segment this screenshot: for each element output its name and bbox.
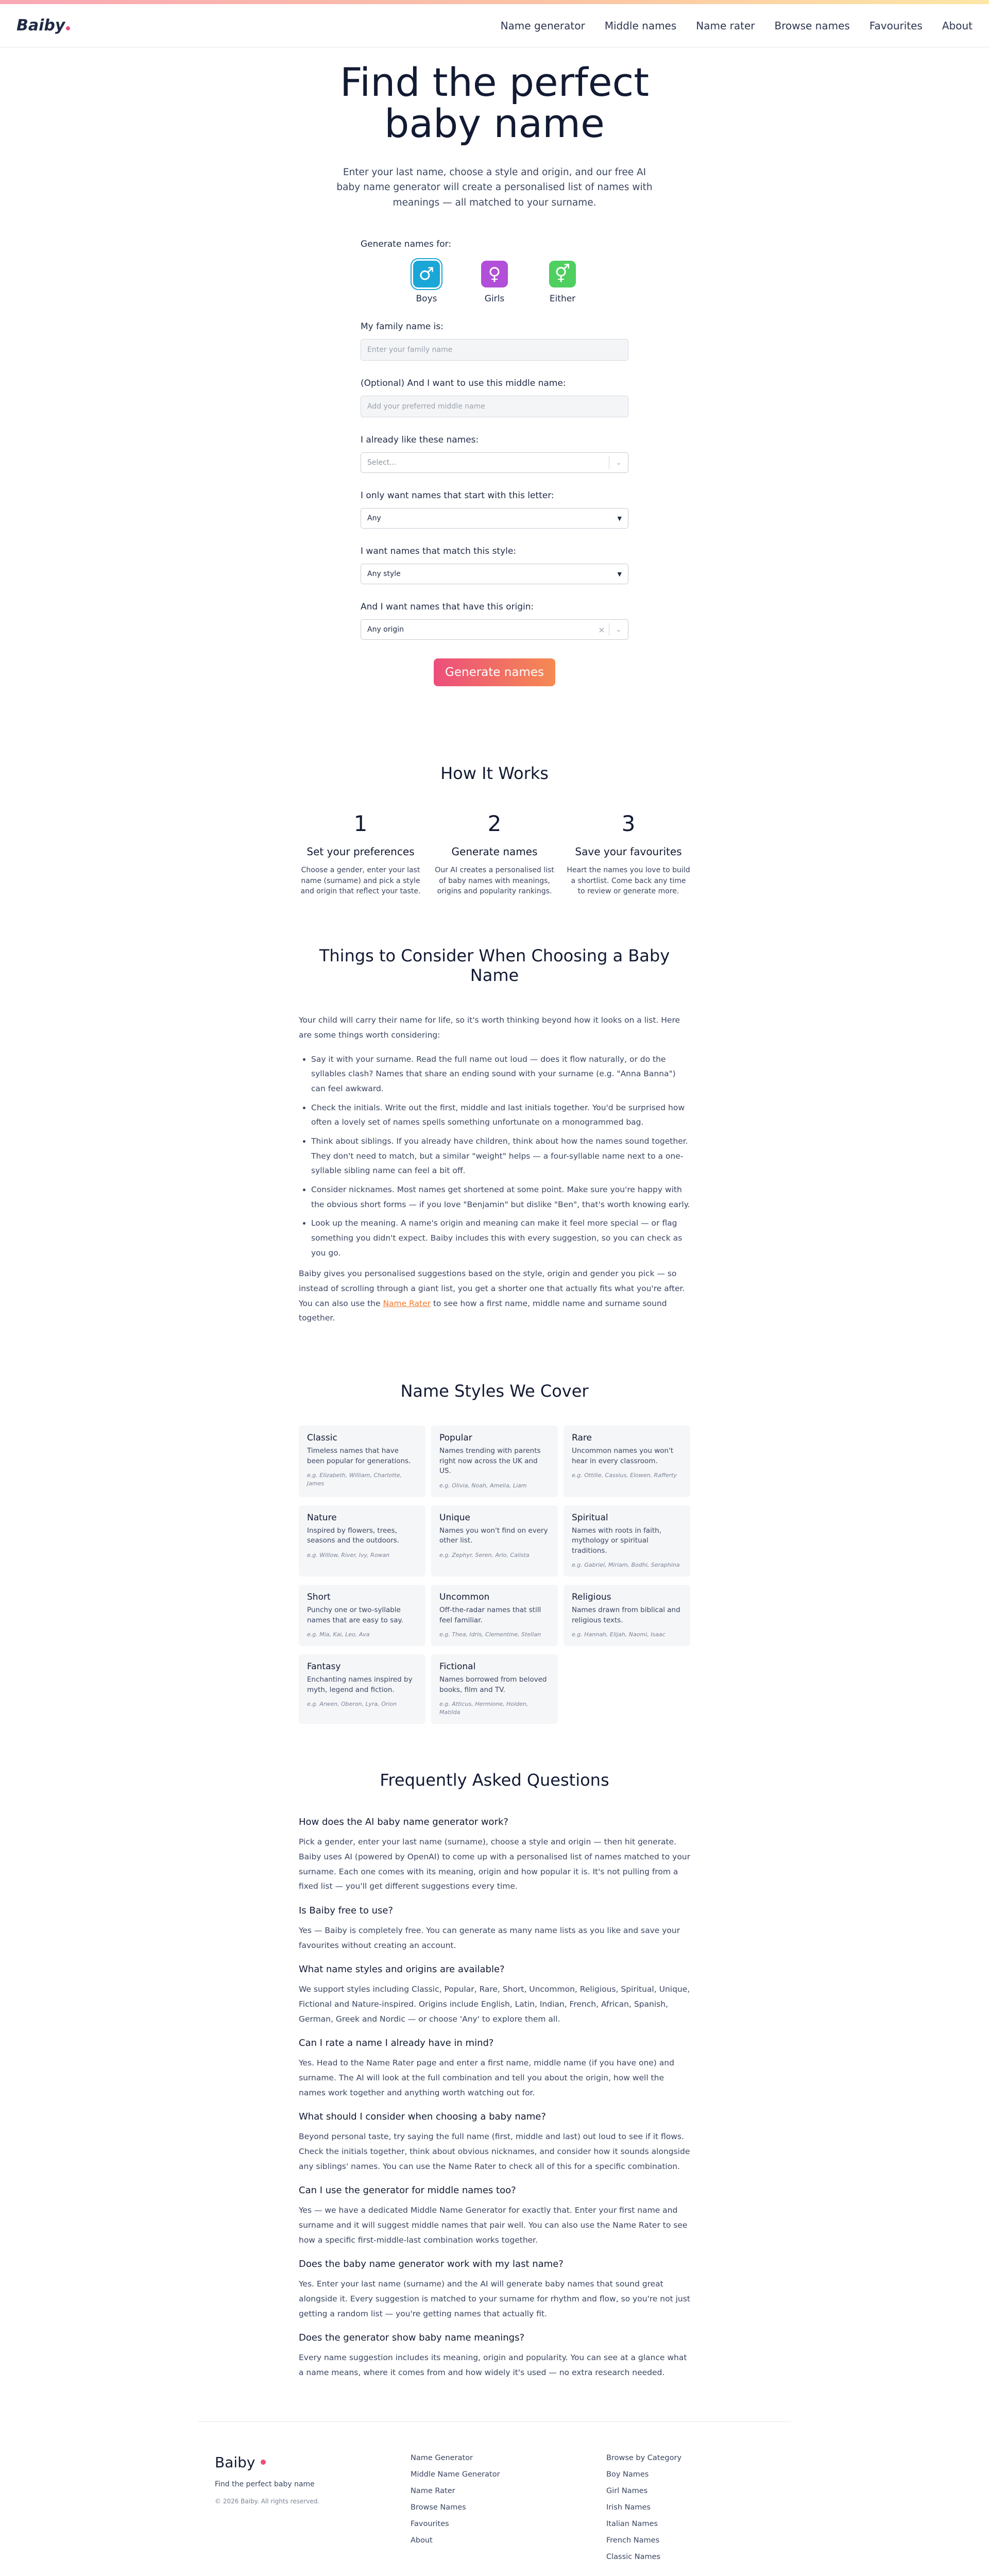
nav-link-name-rater[interactable]: Name rater — [696, 19, 755, 32]
name-styles-section — [299, 1381, 690, 1724]
style-card-title: Fantasy — [307, 1662, 341, 1672]
faq-answer: Pick a gender, enter your last name (surname), choose a style and origin — then hit generate. Baiby uses AI (powered by OpenAI) to come up with a personalised list of names matched to your surname. Each one comes with its meaning, origin and how popular it is. It's not pulling from a fixed list — you'll get different suggestions every time. — [299, 1837, 690, 1891]
faq-item — [299, 1964, 690, 2026]
consider-title: Things to Consider When Choosing a Baby Name — [319, 946, 670, 986]
faq-item — [299, 1905, 690, 1953]
site-footer — [198, 2422, 791, 2576]
chevron-down-icon: ▼ — [617, 570, 622, 578]
nav-link-favourites[interactable]: Favourites — [869, 19, 923, 32]
style-card-title: Uncommon — [439, 1592, 490, 1603]
step-number: 2 — [487, 811, 502, 837]
footer-link-classic-names[interactable]: Classic Names — [606, 2552, 661, 2561]
consider-list — [311, 1052, 690, 1261]
footer-copyright: © 2026 Baiby. All rights reserved. — [215, 2497, 320, 2505]
page-title: Find the perfect baby name — [339, 59, 650, 146]
how-it-works-section — [299, 764, 690, 896]
step-1 — [299, 811, 422, 896]
style-card-description: Enchanting names inspired by myth, legend and fiction. — [307, 1675, 413, 1694]
consider-outro — [299, 1266, 690, 1326]
liked-names-label: I already like these names: — [361, 435, 479, 446]
footer-links-main — [411, 2454, 606, 2569]
faq-question: Does the generator show baby name meanings? — [299, 2332, 524, 2344]
faq-section — [299, 1770, 690, 2380]
footer-link-girl-names[interactable]: Girl Names — [606, 2486, 648, 2495]
style-card-description: Names borrowed from beloved books, film and TV. — [439, 1675, 547, 1694]
style-card-religious[interactable] — [564, 1585, 690, 1646]
middle-name-label: (Optional) And I want to use this middle name: — [361, 378, 566, 389]
step-title: Set your preferences — [306, 845, 415, 858]
liked-names-select[interactable] — [361, 452, 628, 473]
logo-text: Baiby — [16, 16, 65, 35]
faq-answer: Yes — we have a dedicated Middle Name Generator for exactly that. Enter your first name and surname and it will suggest middle names that pair well. You can also use the Name Rater to see how a specific first-middle-last combination works together. — [299, 2206, 688, 2245]
style-card-title: Short — [307, 1592, 331, 1603]
either-gender-icon: ⚥ — [549, 261, 576, 287]
name-styles-title: Name Styles We Cover — [400, 1381, 589, 1401]
name-rater-link[interactable]: Name Rater — [383, 1298, 431, 1308]
nav-link-browse-names[interactable]: Browse names — [774, 19, 850, 32]
site-header — [0, 4, 989, 47]
family-name-label: My family name is: — [361, 321, 444, 332]
faq-item — [299, 2038, 690, 2100]
gender-label: Generate names for: — [361, 239, 452, 250]
style-card-unique[interactable] — [431, 1505, 558, 1577]
style-card-nature[interactable] — [299, 1505, 425, 1577]
list-item: • Think about siblings. If you already have children, think about how the names sound together. They don't need to match, but a similar "weight" helps — a four-syllable name next to a one-syllable sibling name can feel a bit off. — [311, 1134, 690, 1178]
style-card-description: Uncommon names you won't hear in every classroom. — [572, 1447, 674, 1465]
chevron-down-icon[interactable]: ⌄ — [616, 459, 622, 467]
family-name-input[interactable] — [361, 339, 628, 361]
style-label: I want names that match this style: — [361, 546, 517, 557]
faq-item — [299, 2185, 690, 2247]
faq-item — [299, 2332, 690, 2380]
top-gradient-bar — [0, 0, 989, 4]
hero-section — [299, 47, 690, 210]
style-card-examples: e.g. Atticus, Hermione, Holden, Matilda — [439, 1701, 528, 1716]
gender-label-boys: Boys — [416, 294, 437, 304]
list-item: • Check the initials. Write out the first, middle and last initials together. You'd be surprised how often a lovely set of names spells something unfortunate on a monogrammed bag. — [311, 1100, 690, 1130]
liked-names-group — [361, 435, 628, 473]
faq-question: How does the AI baby name generator work? — [299, 1817, 508, 1828]
gender-selector — [361, 261, 628, 304]
style-card-classic[interactable] — [299, 1426, 425, 1497]
style-card-examples: e.g. Arwen, Oberon, Lyra, Orion — [307, 1701, 397, 1708]
gender-label-girls: Girls — [484, 294, 505, 304]
faq-item — [299, 2259, 690, 2321]
origin-label: And I want names that have this origin: — [361, 602, 534, 613]
footer-link-browse-by-category[interactable]: Browse by Category — [606, 2453, 682, 2462]
style-card-examples: e.g. Hannah, Elijah, Naomi, Isaac — [572, 1631, 666, 1638]
steps-row — [299, 811, 690, 896]
style-card-description: Punchy one or two-syllable names that are easy to say. — [307, 1606, 403, 1624]
footer-logo[interactable] — [215, 2454, 411, 2471]
gender-option-boys[interactable] — [413, 261, 440, 304]
clear-icon[interactable]: × — [598, 624, 605, 635]
style-card-description: Names with roots in faith, mythology or spiritual traditions. — [572, 1526, 661, 1555]
step-description: Choose a gender, enter your last name (surname) and pick a style and origin that reflect your taste. — [300, 866, 421, 895]
step-title: Save your favourites — [575, 845, 682, 858]
style-card-title: Spiritual — [572, 1512, 608, 1523]
list-item: • Consider nicknames. Most names get shortened at some point. Make sure you're happy with the obvious short forms — if you love "Benjamin" but dislike "Ben", that's worth knowing early. — [311, 1182, 690, 1212]
step-number: 3 — [621, 811, 636, 837]
generate-names-button[interactable]: Generate names — [434, 658, 555, 686]
footer-brand — [215, 2454, 411, 2569]
outro-text: Baiby gives you personalised suggestions based on the style, origin and gender you pick — so instead of scrolling through a giant list, you get a shorter one that actually fits what you're after. You can also use the — [299, 1269, 685, 1308]
faq-question: Is Baiby free to use? — [299, 1905, 394, 1917]
style-card-examples: e.g. Gabriel, Miriam, Bodhi, Seraphina — [572, 1562, 680, 1569]
style-card-examples: e.g. Willow, River, Ivy, Rowan — [307, 1551, 390, 1558]
faq-answer: Yes — Baiby is completely free. You can generate as many name lists as you like and save your favourites without creating an account. — [299, 1926, 680, 1950]
chevron-down-icon[interactable]: ⌄ — [616, 625, 622, 634]
step-2 — [433, 811, 556, 896]
female-icon: ♀ — [481, 261, 508, 287]
style-card-description: Names drawn from biblical and religious texts. — [572, 1606, 680, 1624]
style-card-title: Fictional — [439, 1662, 476, 1672]
nav-link-about[interactable]: About — [942, 19, 973, 32]
style-card-description: Timeless names that have been popular for generations. — [307, 1447, 411, 1465]
style-card-popular[interactable] — [431, 1426, 558, 1497]
things-to-consider-section — [299, 946, 690, 1326]
style-select-value: Any style — [367, 570, 401, 579]
generator-form — [361, 239, 628, 686]
logo-dot — [66, 26, 70, 30]
gender-label-either: Either — [549, 294, 576, 304]
faq-question: Does the baby name generator work with my last name? — [299, 2259, 564, 2270]
style-card-short[interactable] — [299, 1585, 425, 1646]
step-description: Heart the names you love to build a shortlist. Come back any time to review or generate more. — [567, 866, 690, 895]
gender-option-girls[interactable] — [481, 261, 508, 304]
style-card-title: Religious — [572, 1592, 611, 1603]
faq-title: Frequently Asked Questions — [380, 1770, 609, 1790]
step-title: Generate names — [451, 845, 538, 858]
style-card-description: Inspired by flowers, trees, seasons and the outdoors. — [307, 1526, 399, 1545]
footer-link-italian-names[interactable]: Italian Names — [606, 2519, 658, 2528]
outro-text: to see how a first name, middle name and surname sound together. — [299, 1298, 667, 1323]
faq-answer: Every name suggestion includes its meaning, origin and popularity. You can see at a glance what a name means, where it comes from and how widely it's used — no extra research needed. — [299, 2353, 687, 2378]
nav-link-middle-names[interactable]: Middle names — [604, 19, 677, 32]
footer-link-french-names[interactable]: French Names — [606, 2536, 660, 2545]
footer-link-favourites[interactable]: Favourites — [411, 2519, 449, 2528]
main-nav — [501, 20, 973, 32]
list-item: • Look up the meaning. A name's origin and meaning can make it feel more special — or flag something you didn't expect. Baiby includes this with every suggestion, so you can check as you go. — [311, 1216, 690, 1260]
footer-tagline: Find the perfect baby name — [215, 2480, 315, 2488]
letter-label: I only want names that start with this letter: — [361, 490, 554, 501]
faq-question: Can I use the generator for middle names too? — [299, 2185, 516, 2196]
faq-answer: Yes. Enter your last name (surname) and the AI will generate baby names that sound great alongside it. Every suggestion is matched to your surname for rhythm and flow, so you're not just getting a random list — you're getting names that actually fit. — [299, 2279, 690, 2318]
style-card-description: Names trending with parents right now across the UK and US. — [439, 1447, 541, 1476]
style-card-fictional[interactable] — [431, 1654, 558, 1724]
how-it-works-title: How It Works — [440, 764, 549, 784]
faq-question: What should I consider when choosing a baby name? — [299, 2111, 546, 2123]
family-name-group — [361, 321, 628, 361]
style-card-examples: e.g. Thea, Idris, Clementine, Stellan — [439, 1631, 541, 1638]
style-card-fantasy[interactable] — [299, 1654, 425, 1724]
style-card-examples: e.g. Ottilie, Cassius, Elowen, Rafferty — [572, 1472, 677, 1479]
footer-link-browse-names[interactable]: Browse Names — [411, 2503, 466, 2512]
letter-group — [361, 490, 628, 529]
middle-name-input[interactable] — [361, 396, 628, 417]
footer-links-categories — [606, 2454, 761, 2569]
style-card-uncommon[interactable] — [431, 1585, 558, 1646]
style-card-examples: e.g. Olivia, Noah, Amelia, Liam — [439, 1482, 527, 1489]
footer-link-middle-name-generator[interactable]: Middle Name Generator — [411, 2470, 500, 2479]
style-card-rare[interactable] — [564, 1426, 690, 1497]
submit-wrap — [361, 658, 628, 686]
nav-link-name-generator[interactable]: Name generator — [500, 19, 585, 32]
footer-logo-text: Baiby — [215, 2453, 255, 2471]
middle-name-group — [361, 378, 628, 417]
style-card-examples: e.g. Elizabeth, William, Charlotte, James — [307, 1472, 402, 1487]
faq-question: What name styles and origins are available? — [299, 1964, 505, 1975]
hero-subtitle: Enter your last name, choose a style and origin, and our free AI baby name generator will create a personalised list of names with meanings — all matched to your surname. — [336, 166, 653, 208]
origin-select[interactable] — [361, 619, 628, 640]
footer-link-about[interactable]: About — [411, 2536, 433, 2545]
style-card-examples: e.g. Mia, Kai, Leo, Ava — [307, 1631, 370, 1638]
origin-group — [361, 602, 628, 640]
style-cards-grid — [299, 1426, 690, 1724]
step-description: Our AI creates a personalised list of baby names with meanings, origins and popularity rankings. — [435, 866, 554, 895]
select-controls — [609, 453, 628, 472]
faq-list — [299, 1817, 690, 2380]
list-item: • Say it with your surname. Read the full name out loud — does it flow naturally, or do the syllables clash? Names that share an ending sound with your surname (e.g. "Anna Banna") can feel awkward. — [311, 1052, 690, 1096]
style-group — [361, 546, 628, 584]
male-icon: ♂ — [413, 261, 440, 287]
site-logo[interactable] — [16, 16, 70, 35]
style-card-title: Popular — [439, 1433, 472, 1444]
style-card-description: Off-the-radar names that still feel familiar. — [439, 1606, 541, 1624]
consider-intro: Your child will carry their name for life, so it's worth thinking beyond how it looks on a list. Here are some things worth considering: — [299, 1015, 680, 1040]
liked-names-placeholder: Select... — [367, 459, 397, 467]
origin-select-value: Any origin — [367, 625, 404, 634]
style-card-title: Classic — [307, 1433, 337, 1444]
style-select[interactable] — [361, 564, 628, 584]
step-number: 1 — [353, 811, 368, 837]
style-card-title: Unique — [439, 1512, 470, 1523]
select-controls — [594, 620, 628, 639]
faq-item — [299, 2111, 690, 2174]
faq-answer: Yes. Head to the Name Rater page and enter a first name, middle name (if you have one) and surname. The AI will look at the full combination and tell you about the origin, how well the names work together and anything worth watching out for. — [299, 2058, 674, 2097]
style-card-description: Names you won't find on every other list. — [439, 1526, 548, 1545]
footer-link-boy-names[interactable]: Boy Names — [606, 2470, 649, 2479]
letter-select[interactable] — [361, 508, 628, 529]
style-card-examples: e.g. Zephyr, Seren, Arlo, Calista — [439, 1551, 530, 1558]
footer-link-irish-names[interactable]: Irish Names — [606, 2503, 651, 2512]
gender-option-either[interactable] — [549, 261, 576, 304]
logo-dot — [261, 2460, 266, 2465]
chevron-down-icon: ▼ — [617, 515, 622, 522]
faq-answer: We support styles including Classic, Popular, Rare, Short, Uncommon, Religious, Spiritual, Unique, Fictional and Nature-inspired. Origins include English, Latin, Indian, French, African, Spanish, German, Greek and Nordic — or choose 'Any' to explore them all. — [299, 1985, 690, 2024]
footer-link-name-rater[interactable]: Name Rater — [411, 2486, 455, 2495]
footer-link-name-generator[interactable]: Name Generator — [411, 2453, 473, 2462]
letter-select-value: Any — [367, 514, 381, 523]
faq-item — [299, 1817, 690, 1894]
faq-answer: Beyond personal taste, try saying the full name (first, middle and last) out loud to see if it flows. Check the initials together, think about obvious nicknames, and consider how it sounds alongside any siblings' names. You can use the Name Rater to check all of this for a specific combination. — [299, 2132, 690, 2171]
faq-question: Can I rate a name I already have in mind? — [299, 2038, 494, 2049]
step-3 — [567, 811, 690, 896]
style-card-title: Nature — [307, 1512, 337, 1523]
style-card-spiritual[interactable] — [564, 1505, 690, 1577]
style-card-title: Rare — [572, 1433, 592, 1444]
